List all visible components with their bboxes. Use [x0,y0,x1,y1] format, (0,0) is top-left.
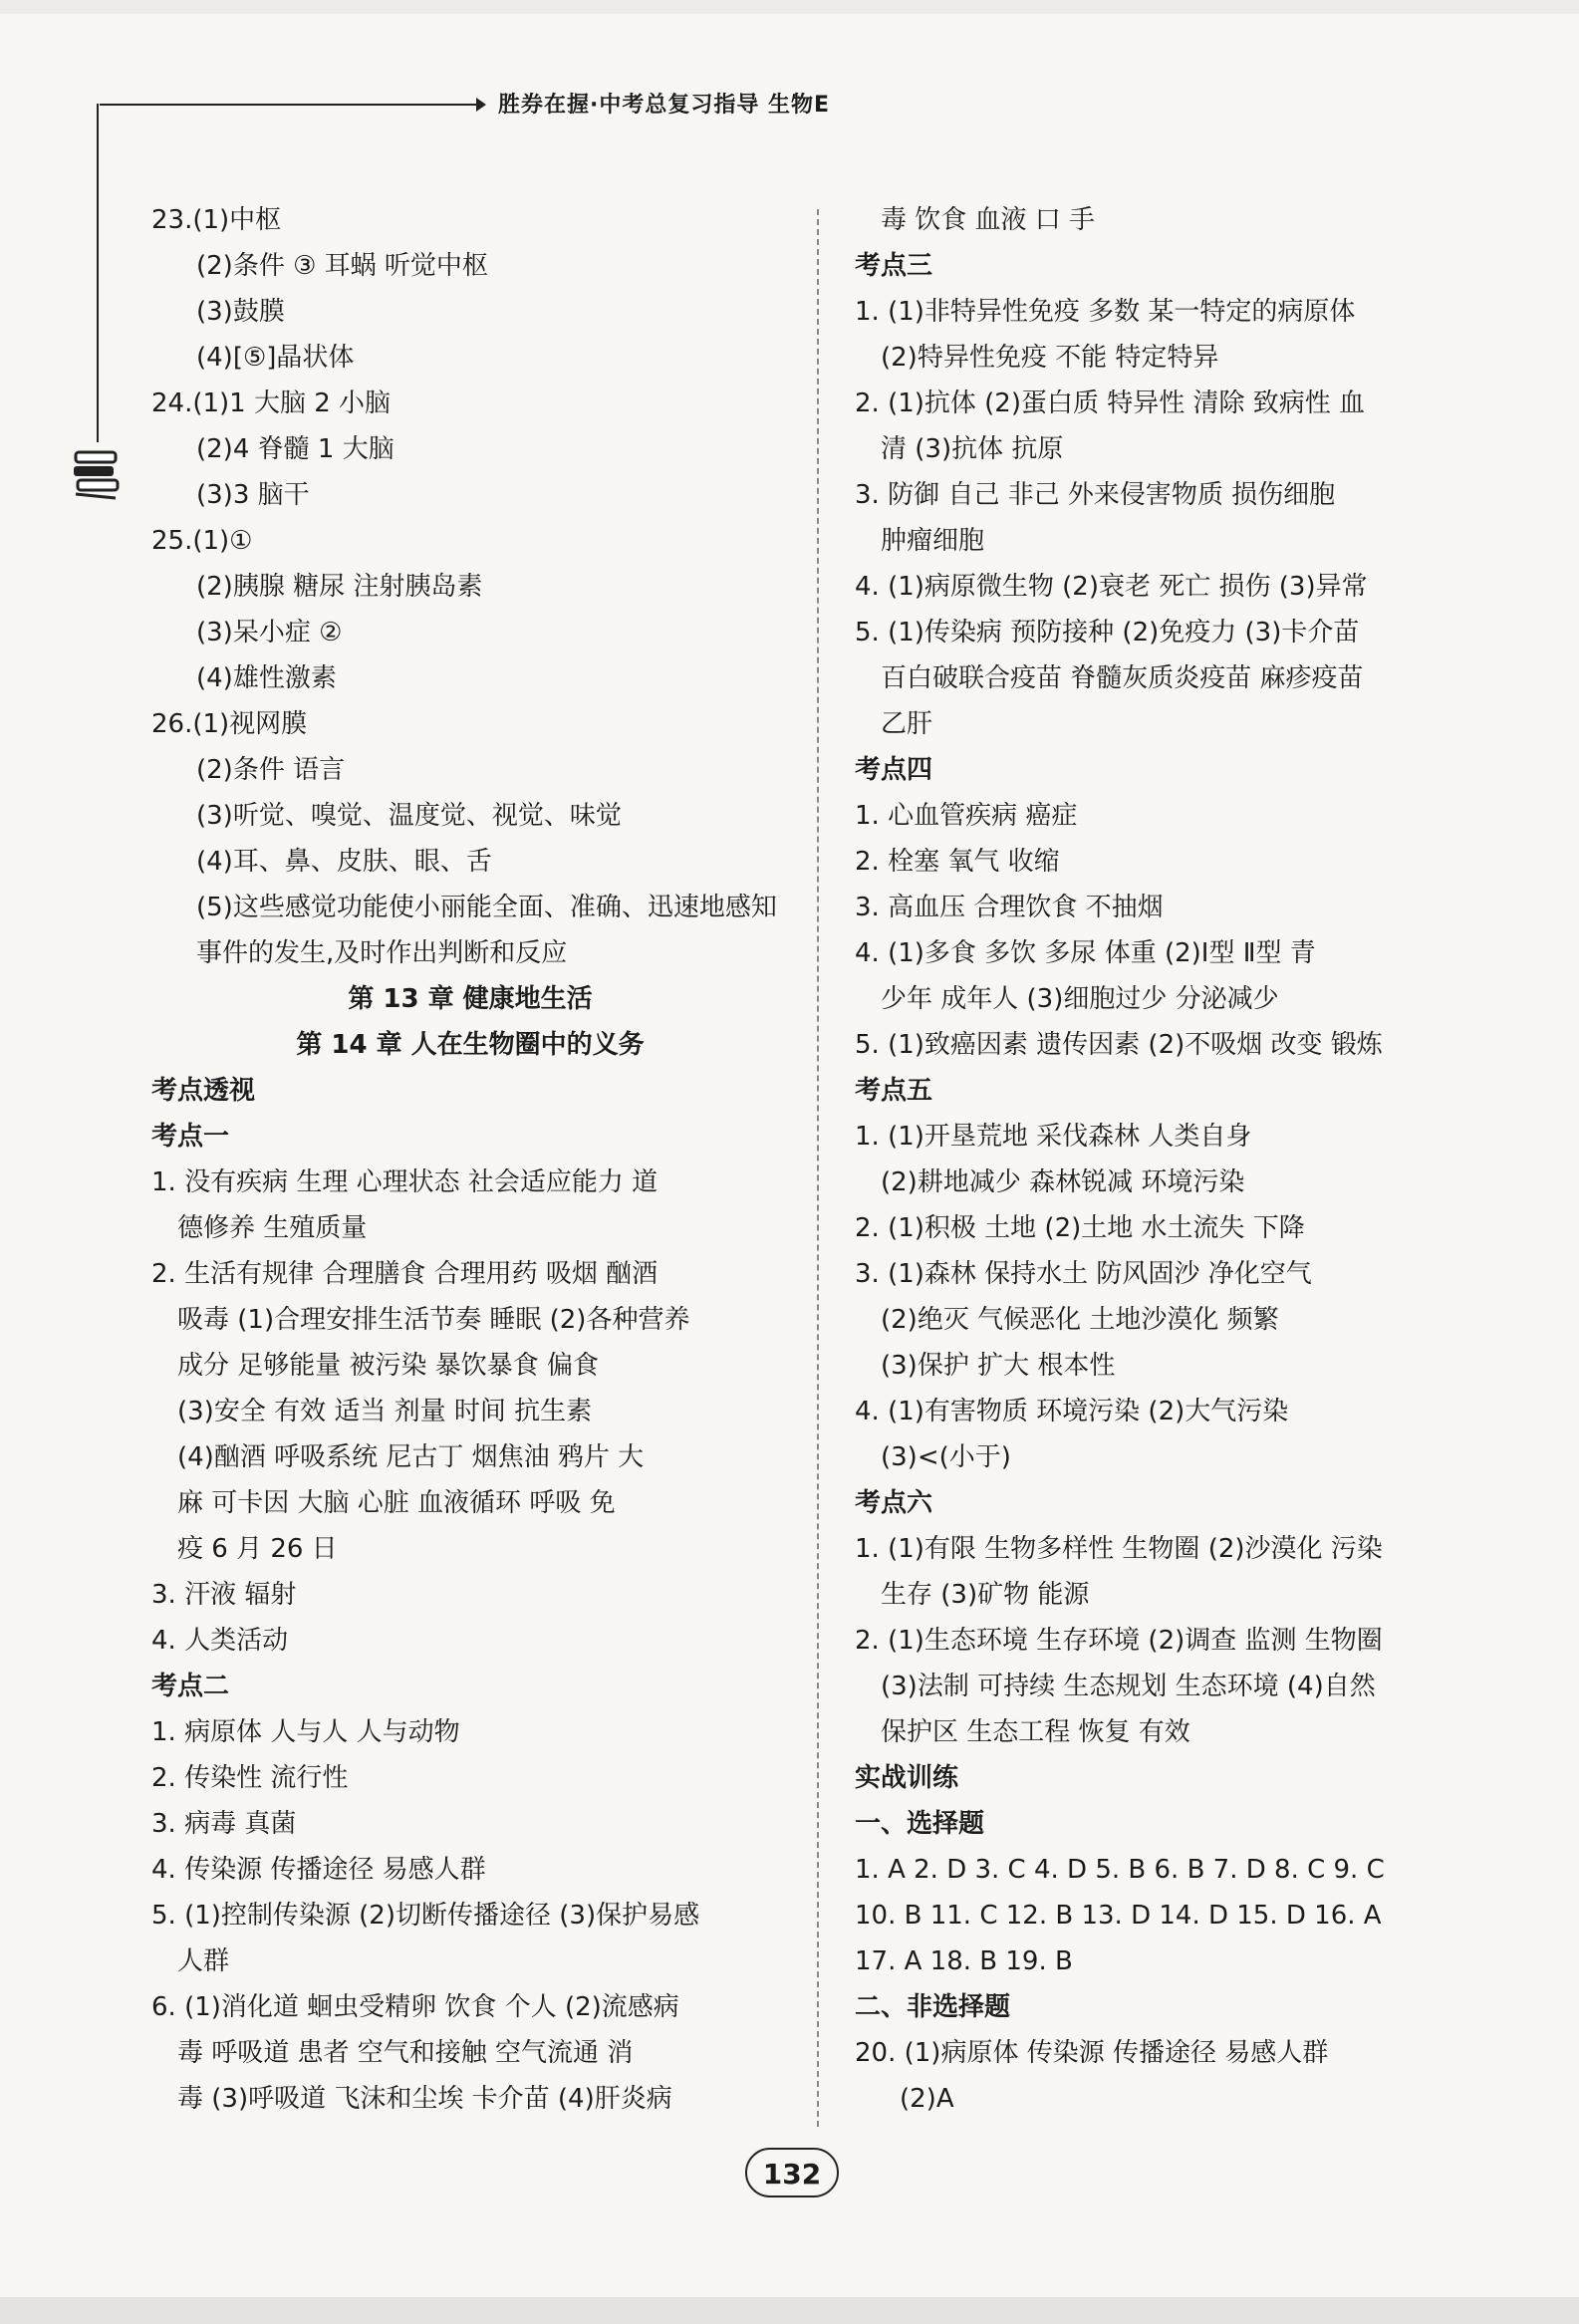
answer-line: 1. 心血管疾病 癌症 [855,801,1078,831]
answer-line: (3)法制 可持续 生态规划 生态环境 (4)自然 [881,1672,1376,1701]
answer-line: (3)<(小于) [881,1442,1011,1472]
section-heading: 考点四 [855,755,933,785]
section-heading: 一、选择题 [855,1809,985,1839]
answer-line: 5. (1)传染病 预防接种 (2)免疫力 (3)卡介苗 [855,618,1360,647]
top-scan-band [0,0,1579,14]
section-heading: 考点三 [855,251,933,281]
answer-line: 5. (1)致癌因素 遗传因素 (2)不吸烟 改变 锻炼 [855,1030,1383,1060]
section-heading: 考点六 [855,1488,933,1518]
answer-line: 17. A 18. B 19. B [855,1946,1073,1976]
answer-line: 德修养 生殖质量 [177,1213,368,1243]
answer-line: 26.(1)视网膜 [151,709,308,739]
answer-line: 1. A 2. D 3. C 4. D 5. B 6. B 7. D 8. C 9. C [855,1855,1385,1885]
answer-line: 10. B 11. C 12. B 13. D 14. D 15. D 16. A [855,1901,1382,1931]
answer-line: 24.(1)1 大脑 2 小脑 [151,388,392,418]
chapter-title: 第 13 章 健康地生活 [348,984,593,1014]
answer-line: 毒 饮食 血液 口 手 [881,205,1096,235]
section-heading: 考点透视 [151,1076,256,1106]
answer-line: 5. (1)控制传染源 (2)切断传播途径 (3)保护易感 [151,1901,700,1931]
margin-rule [97,104,99,442]
answer-line: 1. 病原体 人与人 人与动物 [151,1717,460,1747]
answer-line: 肿瘤细胞 [881,526,985,556]
answer-line: 4. 人类活动 [151,1626,289,1656]
answer-line: 4. 传染源 传播途径 易感人群 [151,1855,486,1885]
answer-line: 3. 病毒 真菌 [151,1809,297,1839]
bottom-scan-band [0,2297,1579,2324]
right-column [855,197,1492,2122]
answer-line: 2. (1)积极 土地 (2)土地 水土流失 下降 [855,1213,1305,1243]
answer-line: 少年 成年人 (3)细胞过少 分泌减少 [881,984,1279,1014]
page-number: 132 [745,2148,839,2197]
answer-line: (4)耳、鼻、皮肤、眼、舌 [196,847,492,877]
answer-line: 2. 生活有规律 合理膳食 合理用药 吸烟 酗酒 [151,1259,658,1289]
header-arrow-icon [476,98,486,112]
answer-line: (4)[⑤]晶状体 [196,343,355,373]
answer-line: (2)胰腺 糖尿 注射胰岛素 [196,572,483,602]
section-heading: 考点二 [151,1672,230,1701]
answer-line: 20. (1)病原体 传染源 传播途径 易感人群 [855,2038,1329,2068]
answer-line: (3)鼓膜 [196,297,285,327]
answer-line: 1. 没有疾病 生理 心理状态 社会适应能力 道 [151,1167,658,1197]
answer-line: 毒 (3)呼吸道 飞沫和尘埃 卡介苗 (4)肝炎病 [177,2084,672,2114]
answer-line: 成分 足够能量 被污染 暴饮暴食 偏食 [177,1351,600,1381]
answer-line: (4)雄性激素 [196,663,337,693]
running-header: 胜券在握·中考总复习指导 生物E [498,93,831,118]
answer-line: (3)保护 扩大 根本性 [881,1351,1116,1381]
answer-line: 清 (3)抗体 抗原 [881,434,1064,464]
left-column [151,197,789,2122]
answer-line: (2)4 脊髓 1 大脑 [196,434,395,464]
answer-line: (3)听觉、嗅觉、温度觉、视觉、味觉 [196,801,622,831]
answer-line: 百白破联合疫苗 脊髓灰质炎疫苗 麻疹疫苗 [881,663,1364,693]
answer-line: (2)绝灭 气候恶化 土地沙漠化 频繁 [881,1305,1279,1335]
answer-line: 1. (1)开垦荒地 采伐森林 人类自身 [855,1122,1252,1152]
answer-line: 吸毒 (1)合理安排生活节奏 睡眠 (2)各种营养 [177,1305,690,1335]
books-icon [72,446,120,502]
answer-line: 4. (1)有害物质 环境污染 (2)大气污染 [855,1397,1289,1426]
answer-line: (2)条件 语言 [196,755,346,785]
column-divider [817,209,819,2127]
chapter-title: 第 14 章 人在生物圈中的义务 [296,1030,645,1060]
answer-line: 疫 6 月 26 日 [177,1534,338,1564]
answer-line: (2)A [900,2084,954,2114]
answer-line: 1. (1)有限 生物多样性 生物圈 (2)沙漠化 污染 [855,1534,1383,1564]
answer-line: (2)耕地减少 森林锐减 环境污染 [881,1167,1245,1197]
answer-line: 3. 汗液 辐射 [151,1580,297,1610]
answer-line: 乙肝 [881,709,933,739]
section-heading: 二、非选择题 [855,1992,1011,2022]
answer-line: 生存 (3)矿物 能源 [881,1580,1090,1610]
header-rule [100,104,478,106]
answer-line: 6. (1)消化道 蛔虫受精卵 饮食 个人 (2)流感病 [151,1992,679,2022]
answer-line: 毒 呼吸道 患者 空气和接触 空气流通 消 [177,2038,634,2068]
answer-line: (4)酗酒 呼吸系统 尼古丁 烟焦油 鸦片 大 [177,1442,645,1472]
answer-line: 23.(1)中枢 [151,205,282,235]
answer-line: (3)安全 有效 适当 剂量 时间 抗生素 [177,1397,593,1426]
answer-line: (2)条件 ③ 耳蜗 听觉中枢 [196,251,488,281]
answer-line: 事件的发生,及时作出判断和反应 [196,938,568,968]
answer-line: 3. 防御 自己 非己 外来侵害物质 损伤细胞 [855,480,1336,510]
answer-line: 4. (1)病原微生物 (2)衰老 死亡 损伤 (3)异常 [855,572,1368,602]
answer-line: 3. 高血压 合理饮食 不抽烟 [855,893,1164,922]
answer-line: 1. (1)非特异性免疫 多数 某一特定的病原体 [855,297,1356,327]
answer-line: 3. (1)森林 保持水土 防风固沙 净化空气 [855,1259,1312,1289]
answer-line: 2. 栓塞 氧气 收缩 [855,847,1060,877]
answer-line: 2. 传染性 流行性 [151,1763,349,1793]
answer-line: (5)这些感觉功能使小丽能全面、准确、迅速地感知 [196,893,777,922]
answer-line: 4. (1)多食 多饮 多尿 体重 (2)Ⅰ型 Ⅱ型 青 [855,938,1316,968]
section-heading: 考点一 [151,1122,230,1152]
section-heading: 实战训练 [855,1763,959,1793]
answer-line: (3)呆小症 ② [196,618,343,647]
answer-line: 25.(1)① [151,526,253,556]
answer-line: (2)特异性免疫 不能 特定特异 [881,343,1219,373]
answer-line: 人群 [177,1946,230,1976]
answer-line: 保护区 生态工程 恢复 有效 [881,1717,1190,1747]
answer-line: 麻 可卡因 大脑 心脏 血液循环 呼吸 免 [177,1488,616,1518]
answer-line: (3)3 脑干 [196,480,310,510]
answer-line: 2. (1)生态环境 生存环境 (2)调查 监测 生物圈 [855,1626,1383,1656]
section-heading: 考点五 [855,1076,933,1106]
answer-line: 2. (1)抗体 (2)蛋白质 特异性 清除 致病性 血 [855,388,1366,418]
